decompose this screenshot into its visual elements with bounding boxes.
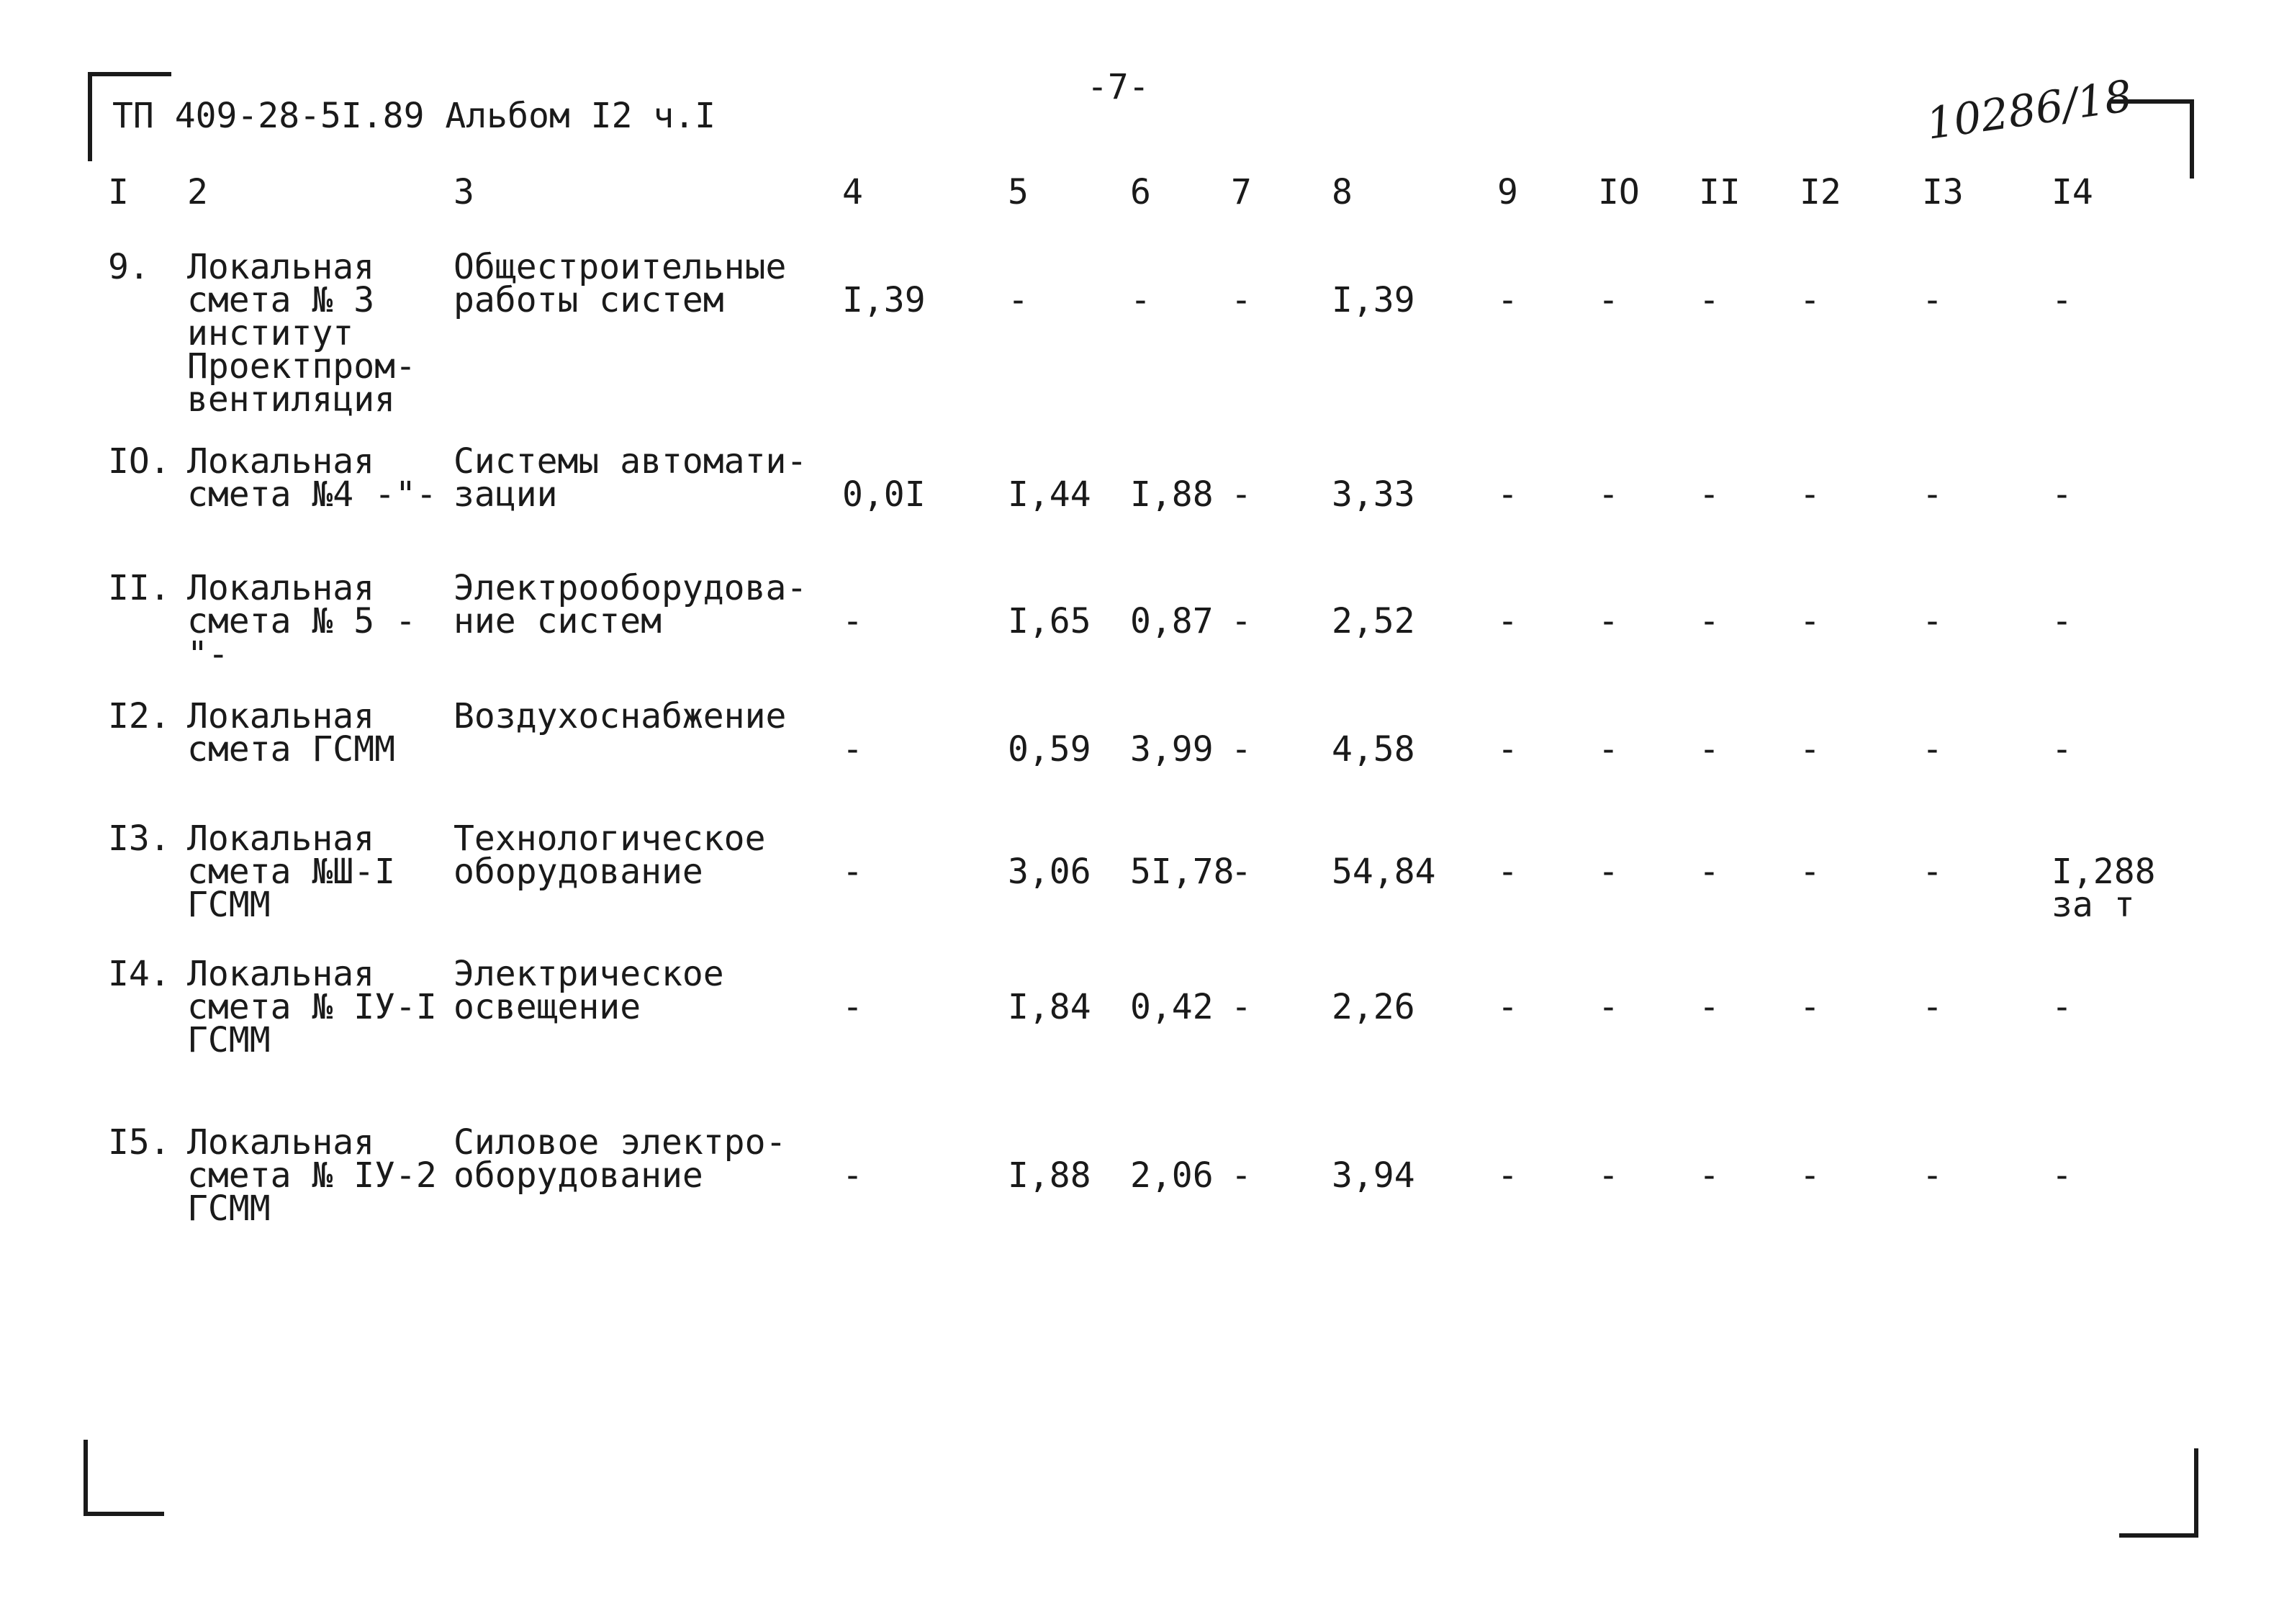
column-header: IO: [1598, 172, 1640, 212]
value-cell: -: [1008, 280, 1029, 320]
value-cell: -: [1699, 987, 1720, 1027]
value-cell: I,88: [1130, 474, 1214, 515]
corner-mark-bottom-left: [84, 1440, 164, 1516]
estimate-name: Локальная смета ГСММ: [187, 696, 395, 770]
table-row: [108, 1126, 2217, 1277]
value-cell: I,39: [842, 280, 926, 320]
value-cell: 0,0I: [842, 474, 926, 515]
work-description: Электрооборудова-ние систем: [453, 568, 808, 641]
value-cell: -: [1497, 729, 1518, 770]
value-cell: -: [1231, 280, 1252, 320]
value-cell: 54,84: [1332, 852, 1436, 892]
value-cell: -: [1800, 1155, 1820, 1196]
value-cell: -: [1598, 729, 1619, 770]
value-cell: -: [1800, 852, 1820, 892]
estimate-name: Локальная смета № IУ-I ГСММ: [187, 954, 437, 1060]
value-cell: -: [1497, 1155, 1518, 1196]
table-row: [108, 822, 2217, 957]
estimate-table: [108, 172, 2217, 1277]
value-cell: -: [1598, 601, 1619, 641]
value-cell: -: [1598, 474, 1619, 515]
value-cell: -: [842, 729, 863, 770]
value-cell: -: [2052, 729, 2072, 770]
value-cell: -: [2052, 1155, 2072, 1196]
value-cell: -: [1800, 280, 1820, 320]
value-cell: -: [1699, 601, 1720, 641]
table-row: [108, 957, 2217, 1126]
value-cell: -: [1231, 729, 1252, 770]
column-header: 4: [842, 172, 863, 212]
value-cell: -: [1497, 987, 1518, 1027]
value-cell: 0,59: [1008, 729, 1091, 770]
handwritten-inventory-number: 10286/18: [1923, 71, 2136, 150]
column-header: 9: [1497, 172, 1518, 212]
value-cell: -: [842, 601, 863, 641]
value-cell: -: [2052, 601, 2072, 641]
value-cell: -: [1699, 474, 1720, 515]
value-cell: I,84: [1008, 987, 1091, 1027]
table-row: [108, 572, 2217, 700]
value-cell: -: [1497, 601, 1518, 641]
value-cell: I,88: [1008, 1155, 1091, 1196]
value-cell: 3,94: [1332, 1155, 1415, 1196]
value-cell: -: [1231, 1155, 1252, 1196]
estimate-name: Локальная смета № 5 -"-: [187, 568, 416, 675]
value-cell: -: [1130, 280, 1151, 320]
work-description: Системы автомати-зации: [453, 441, 808, 515]
value-cell: -: [1800, 729, 1820, 770]
row-number: I3.: [108, 818, 171, 859]
table-row: [108, 251, 2217, 445]
value-cell: 5I,78: [1130, 852, 1235, 892]
value-cell: -: [1800, 601, 1820, 641]
value-cell: -: [1922, 729, 1943, 770]
value-cell: -: [2052, 280, 2072, 320]
value-cell: 2,52: [1332, 601, 1415, 641]
estimate-name: Локальная смета № IУ-2 ГСММ: [187, 1122, 437, 1229]
value-cell: 2,06: [1130, 1155, 1214, 1196]
value-cell: -: [1699, 280, 1720, 320]
value-cell: 4,58: [1332, 729, 1415, 770]
work-description: Воздухоснабжение: [453, 696, 787, 736]
value-cell: -: [1922, 1155, 1943, 1196]
value-cell: -: [1231, 474, 1252, 515]
value-cell: -: [2052, 474, 2072, 515]
value-cell: -: [1922, 474, 1943, 515]
value-cell: -: [1497, 280, 1518, 320]
work-description: Общестроительные работы систем: [453, 247, 787, 320]
value-cell: -: [842, 1155, 863, 1196]
value-cell: -: [1800, 987, 1820, 1027]
value-cell: -: [1231, 987, 1252, 1027]
value-cell: -: [1922, 852, 1943, 892]
value-cell: -: [1497, 474, 1518, 515]
column-number-row: [108, 176, 2217, 251]
value-cell: -: [1699, 852, 1720, 892]
column-header: I: [108, 172, 129, 212]
value-cell: -: [1699, 1155, 1720, 1196]
estimate-name: Локальная смета №Ш-I ГСММ: [187, 818, 395, 925]
column-header: 8: [1332, 172, 1353, 212]
page-number: -7-: [1087, 67, 1150, 107]
column-header: 6: [1130, 172, 1151, 212]
work-description: Технологическое оборудование: [453, 818, 766, 892]
value-cell: I,39: [1332, 280, 1415, 320]
value-cell: -: [1598, 1155, 1619, 1196]
corner-mark-bottom-right: [2119, 1448, 2198, 1538]
value-cell: I,44: [1008, 474, 1091, 515]
column-header: 2: [187, 172, 208, 212]
value-cell: -: [1699, 729, 1720, 770]
table-row: [108, 445, 2217, 572]
value-cell: 3,33: [1332, 474, 1415, 515]
value-cell: -: [1497, 852, 1518, 892]
document-reference: ТП 409-28-5I.89 Альбом I2 ч.I: [112, 96, 716, 136]
value-cell: -: [842, 987, 863, 1027]
table-row: [108, 700, 2217, 822]
row-number: I5.: [108, 1122, 171, 1163]
value-cell: -: [1231, 601, 1252, 641]
value-cell: -: [1598, 852, 1619, 892]
value-cell: -: [1231, 852, 1252, 892]
column-header: I3: [1922, 172, 1964, 212]
value-cell: -: [2052, 987, 2072, 1027]
value-cell: 0,87: [1130, 601, 1214, 641]
value-cell: 3,99: [1130, 729, 1214, 770]
estimate-name: Локальная смета № 3 институт Проектпром-вентиляция: [187, 247, 416, 420]
estimate-name: Локальная смета №4 -"-: [187, 441, 437, 515]
row-number: IO.: [108, 441, 171, 482]
value-cell: 3,06: [1008, 852, 1091, 892]
column-header: 7: [1231, 172, 1252, 212]
value-cell: -: [1922, 987, 1943, 1027]
value-cell: -: [1598, 280, 1619, 320]
column-header: I4: [2052, 172, 2093, 212]
row-number: I2.: [108, 696, 171, 736]
value-cell: -: [1800, 474, 1820, 515]
value-cell: 2,26: [1332, 987, 1415, 1027]
value-cell: -: [842, 852, 863, 892]
value-cell: -: [1922, 280, 1943, 320]
value-cell: -: [1598, 987, 1619, 1027]
work-description: Силовое электро-оборудование: [453, 1122, 787, 1196]
work-description: Электрическое освещение: [453, 954, 724, 1027]
column-header: II: [1699, 172, 1741, 212]
column-header: 3: [453, 172, 474, 212]
row-number: II.: [108, 568, 171, 608]
value-cell: -: [1922, 601, 1943, 641]
column-header: I2: [1800, 172, 1841, 212]
row-number: 9.: [108, 247, 150, 287]
value-cell: I,288 за т: [2052, 852, 2156, 925]
row-number: I4.: [108, 954, 171, 994]
column-header: 5: [1008, 172, 1029, 212]
value-cell: I,65: [1008, 601, 1091, 641]
value-cell: 0,42: [1130, 987, 1214, 1027]
